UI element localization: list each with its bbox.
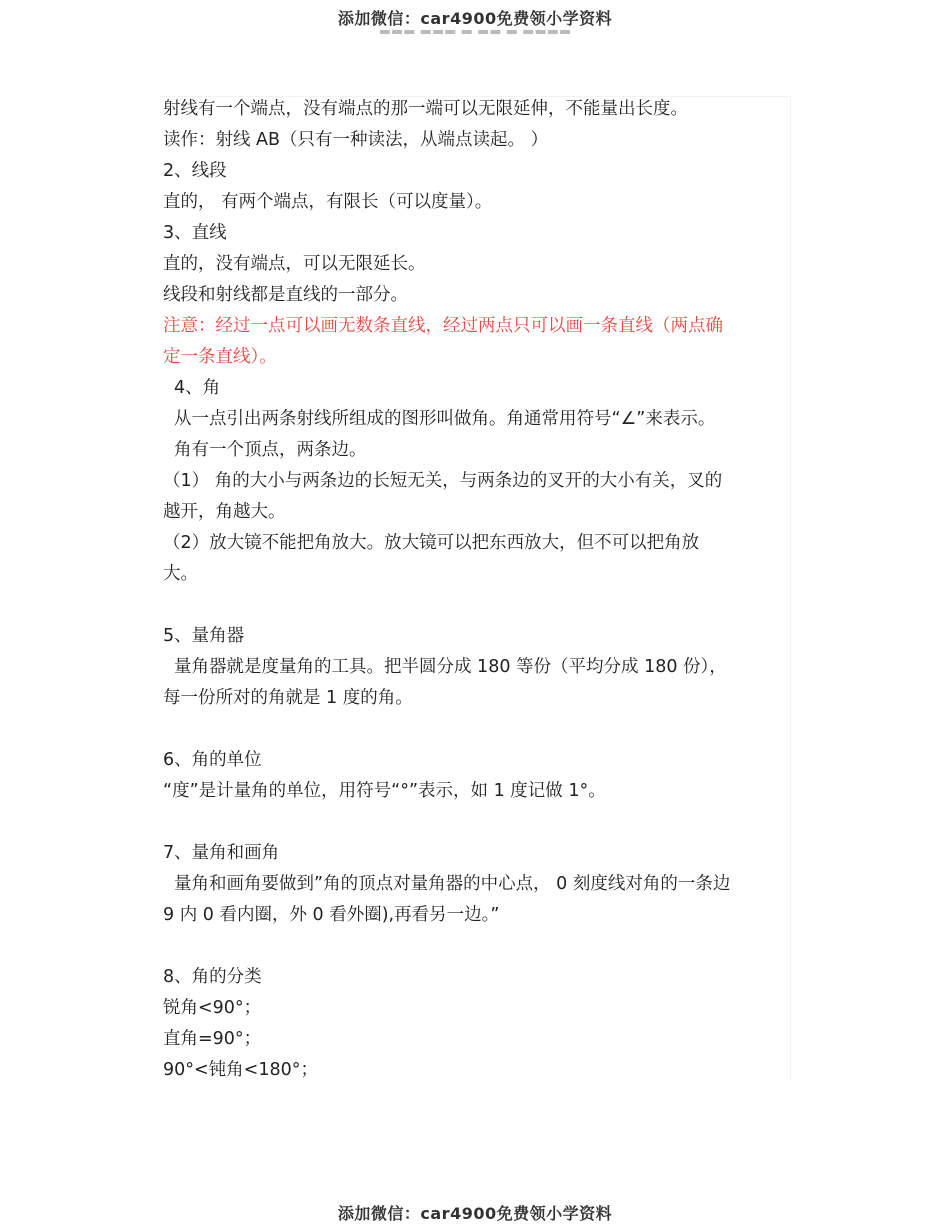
text-line: 角有一个顶点，两条边。 [174,440,367,460]
text-line: 量角和画角要做到”角的顶点对量角器的中心点， 0 刻度线对角的一条边 [174,874,731,894]
text-line: “度”是计量角的单位，用符号“°”表示，如 1 度记做 1°。 [163,781,606,801]
text-line: 读作：射线 AB（只有一种读法，从端点读起。 ） [163,130,549,150]
text-line: 从一点引出两条射线所组成的图形叫做角。角通常用符号“∠”来表示。 [174,409,716,429]
watermark-top: 添加微信：car4900免费领小学资料 [337,9,613,28]
text-line: 大。 [163,564,198,584]
text-line: 直的，没有端点，可以无限延长。 [163,254,426,274]
text-line: 7、量角和画角 [163,843,280,863]
text-line: 直角=90°； [163,1029,262,1049]
text-line: 8、角的分类 [163,967,262,987]
text-line: 6、角的单位 [163,750,262,770]
text-line: （2）放大镜不能把角放大。放大镜可以把东西放大，但不可以把角放 [163,533,700,553]
text-line: 线段和射线都是直线的一部分。 [163,285,408,305]
text-line: 越开，角越大。 [163,502,286,522]
text-line: 量角器就是度量角的工具。把半圆分成 180 等份（平均分成 180 份）， [174,657,727,677]
blank-line [163,714,783,745]
blank-line [163,931,783,962]
text-line: 锐角<90°； [163,998,262,1018]
note-line: 注意：经过一点可以画无数条直线，经过两点只可以画一条直线（两点确 [163,316,723,336]
text-line: 2、线段 [163,161,227,181]
document-body [163,94,783,1086]
text-line: 4、角 [174,378,221,398]
text-line: 3、直线 [163,223,227,243]
blank-line [163,807,783,838]
faded-header-fragment: ▬▬▬ ▬▬▬ ▬ ▬▬ ▬ ▬▬▬▬ [378,30,572,38]
text-line: 9 内 0 看内圈，外 0 看外圈),再看另一边。” [163,905,500,925]
text-line: 每一份所对的角就是 1 度的角。 [163,688,413,708]
blank-line [163,590,783,621]
text-line: （1） 角的大小与两条边的长短无关，与两条边的叉开的大小有关，叉的 [163,471,723,491]
text-line: 射线有一个端点，没有端点的那一端可以无限延伸，不能量出长度。 [163,99,688,119]
text-line: 5、量角器 [163,626,245,646]
watermark-bottom: 添加微信：car4900免费领小学资料 [337,1204,613,1223]
text-line: 直的， 有两个端点，有限长（可以度量）。 [163,192,493,212]
note-line: 定一条直线）。 [163,347,277,367]
text-line: 90°<钝角<180°； [163,1060,318,1080]
